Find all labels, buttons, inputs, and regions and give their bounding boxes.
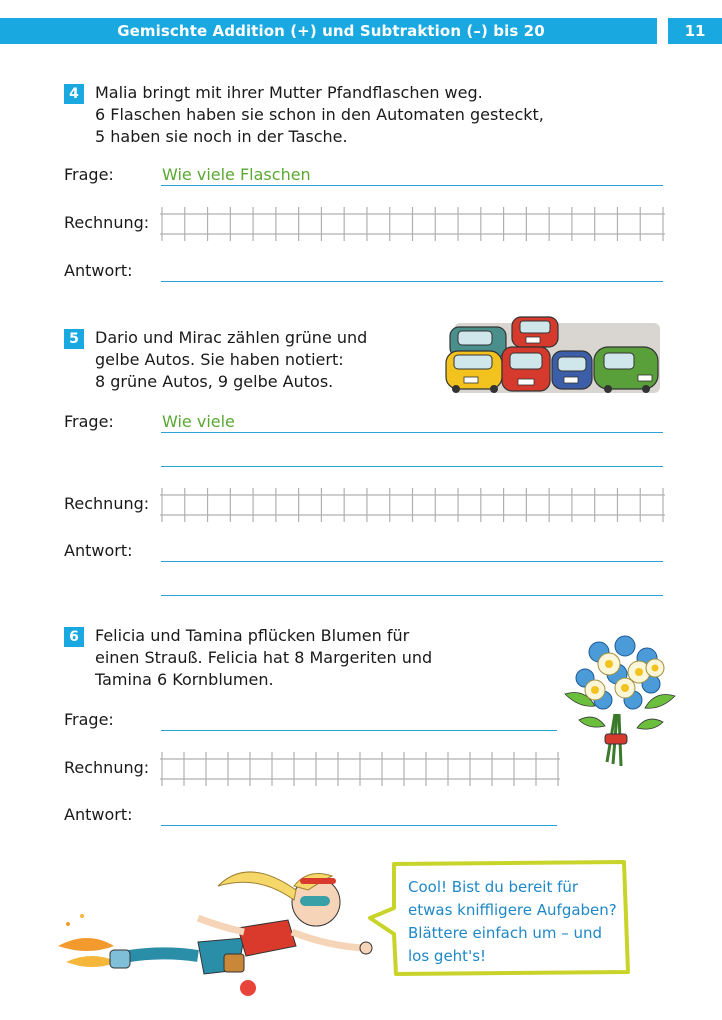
- page-number: 11: [668, 18, 722, 44]
- answer-line[interactable]: [161, 466, 663, 467]
- frage-prefill: Wie viele Flaschen: [162, 165, 311, 184]
- bubble-line: etwas kniffligere Aufgaben?: [408, 901, 617, 919]
- task-line: 6 Flaschen haben sie schon in den Automaten gesteckt,: [95, 105, 544, 124]
- answer-line[interactable]: [161, 185, 663, 186]
- calculation-grid[interactable]: [160, 488, 665, 520]
- task-number: 6: [64, 627, 84, 647]
- frage-label: Frage:: [64, 165, 114, 184]
- task-line: Tamina 6 Kornblumen.: [95, 670, 274, 689]
- superhero-girl-illustration: [48, 846, 378, 1006]
- task-text: [95, 625, 432, 691]
- rechnung-label: Rechnung:: [64, 494, 150, 513]
- frage-label: Frage:: [64, 710, 114, 729]
- page-title-text: Gemischte Addition (+) und Subtraktion (–) bis 20: [117, 22, 545, 40]
- antwort-label: Antwort:: [64, 541, 133, 560]
- task-line: einen Strauß. Felicia hat 8 Margeriten und: [95, 648, 433, 667]
- speech-bubble-text: [408, 876, 623, 968]
- bubble-line: los geht's!: [408, 947, 487, 965]
- frage-label: Frage:: [64, 412, 114, 431]
- car-icon: [594, 347, 658, 393]
- answer-line[interactable]: [161, 561, 663, 562]
- task-line: gelbe Autos. Sie haben notiert:: [95, 350, 344, 369]
- answer-line[interactable]: [161, 595, 663, 596]
- answer-line[interactable]: [161, 281, 663, 282]
- page-title: [0, 18, 722, 44]
- calculation-grid[interactable]: [160, 207, 665, 239]
- answer-line[interactable]: [161, 825, 557, 826]
- task-line: Felicia und Tamina pflücken Blumen für: [95, 626, 410, 645]
- car-icon: [446, 351, 502, 393]
- frage-prefill: Wie viele: [162, 412, 235, 431]
- car-icon: [502, 347, 550, 391]
- task-line: 5 haben sie noch in der Tasche.: [95, 127, 348, 146]
- answer-line[interactable]: [161, 432, 663, 433]
- antwort-label: Antwort:: [64, 261, 133, 280]
- car-icon: [552, 351, 592, 389]
- task-line: Dario und Mirac zählen grüne und: [95, 328, 368, 347]
- task-number: 5: [64, 329, 84, 349]
- task-number: 4: [64, 84, 84, 104]
- answer-line[interactable]: [161, 730, 557, 731]
- task-line: 8 grüne Autos, 9 gelbe Autos.: [95, 372, 334, 391]
- antwort-label: Antwort:: [64, 805, 133, 824]
- cars-illustration: [440, 313, 662, 395]
- rechnung-label: Rechnung:: [64, 758, 150, 777]
- car-icon: [512, 317, 558, 347]
- flower-bouquet-illustration: [555, 634, 685, 770]
- task-text: [95, 327, 367, 393]
- bubble-line: Cool! Bist du bereit für: [408, 878, 579, 896]
- rechnung-label: Rechnung:: [64, 213, 150, 232]
- calculation-grid[interactable]: [160, 752, 560, 784]
- task-line: Malia bringt mit ihrer Mutter Pfandflaschen weg.: [95, 83, 483, 102]
- bubble-line: Blättere einfach um – und: [408, 924, 603, 942]
- task-text: [95, 82, 544, 148]
